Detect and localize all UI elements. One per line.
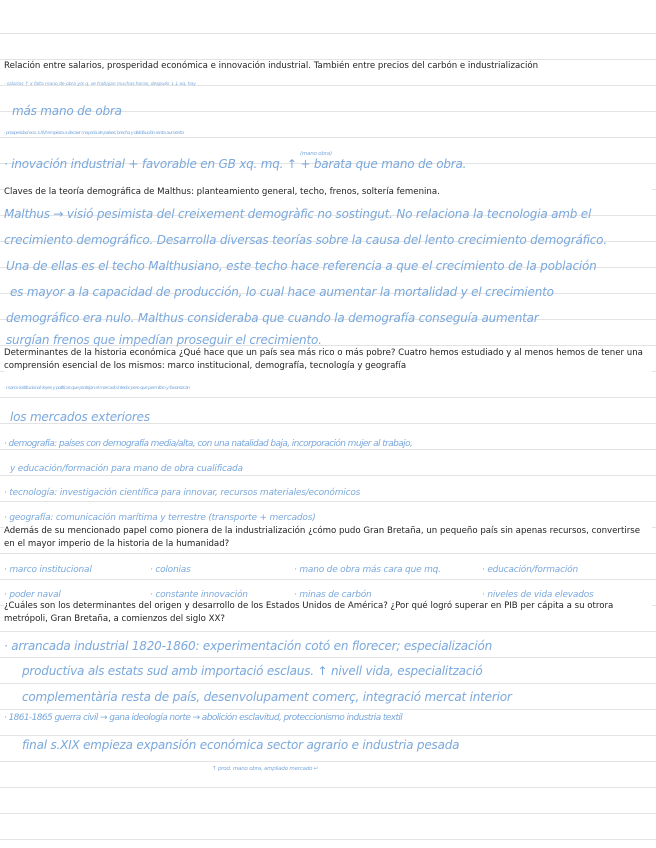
- note-q4-item-1: · marco institucional: [4, 565, 92, 575]
- note-q2-line-5: demográfico era nulo. Malthus consideraba que cuando la demografía conseguía aumentar: [6, 311, 539, 325]
- note-q3-line-4: y educación/formación para mano de obra cualificada: [10, 464, 243, 474]
- note-q4-item-2: · colonias: [150, 565, 191, 575]
- note-q1-line-1: · salarios ↑ x falta mano de obra y/x q. se trabajan muchas horas, después ↓↓ xq. hay: [4, 82, 196, 87]
- note-q5-line-6: ↑ prod. mano obra, ampliado mercado ↵: [212, 766, 319, 772]
- note-q1-superscript: (mano obra): [300, 151, 332, 157]
- note-q4-item-4: · educación/formación: [482, 565, 578, 575]
- note-q2-line-4: es mayor a la capacidad de producción, lo cual hace aumentar la mortalidad y el crecimiento: [10, 285, 554, 299]
- note-q2-line-6: surgían frenos que impedían proseguir el crecimiento.: [6, 333, 322, 347]
- question-3: Determinantes de la historia económica ¿Qué hace que un país sea más rico o más pobre? Cuatro hemos estudiado y al menos hemos de tener una comprensión esencial de los mismos: marco institucional, demografía, tecnología y geografía: [4, 347, 652, 373]
- question-2: Claves de la teoría demográfica de Malthus: planteamiento general, techo, frenos, soltería femenina.: [4, 186, 652, 199]
- note-q3-line-3: · demografía: países con demografía media/alta, con una natalidad baja, incorporación mujer al trabajo,: [4, 439, 413, 449]
- question-5: ¿Cuáles son los determinantes del origen y desarrollo de los Estados Unidos de América? ¿Por qué logró superar en PIB per cápita a su otrora metrópoli, Gran Bretaña, a comienzos del siglo XX?: [4, 600, 652, 626]
- note-q5-line-3: complementària resta de país, desenvolupament comerç, integració mercat interior: [22, 690, 512, 704]
- note-q1-line-4: · inovación industrial + favorable en GB xq. mq. ↑ + barata que mano de obra.: [4, 157, 467, 171]
- note-q3-line-6: · geografía: comunicación marítima y terrestre (transporte + mercados): [4, 513, 316, 523]
- note-q5-line-2: productiva als estats sud amb importació esclaus. ↑ nivell vida, especialització: [22, 664, 483, 678]
- note-q5-line-4: · 1861-1865 guerra civil → gana ideología norte → abolición esclavitud, proteccionismo industria textil: [4, 713, 403, 723]
- note-q4-item-6: · constante innovación: [150, 590, 248, 600]
- note-q3-line-2: los mercados exteriores: [10, 410, 150, 424]
- note-q2-line-1: Malthus → visió pesimista del creixement demogràfic no sostingut. No relaciona la tecnologia amb el: [4, 207, 592, 221]
- note-q2-line-3: Una de ellas es el techo Malthusiano, este techo hace referencia a que el crecimiento de la población: [6, 259, 597, 273]
- note-q4-item-3: · mano de obra más cara que mq.: [294, 565, 441, 575]
- question-4: Además de su mencionado papel como pionera de la industrialización ¿cómo pudo Gran Bretaña, un pequeño país sin apenas recursos, convertirse en el mayor imperio de la historia de la humanidad?: [4, 525, 652, 551]
- note-q4-item-7: · minas de carbón: [294, 590, 372, 600]
- note-q1-line-2: más mano de obra: [12, 104, 122, 118]
- note-q1-line-3: · prosperidad eco. s.XVI empieza a decaer mayoría de países; brecha y distribución renta aumenta: [4, 131, 184, 136]
- note-q5-line-5: final s.XIX empieza expansión económica sector agrario e industria pesada: [22, 738, 460, 752]
- note-q4-item-5: · poder naval: [4, 590, 61, 600]
- note-q3-line-5: · tecnología: investigación científica para innovar, recursos materiales/económicos: [4, 488, 361, 498]
- note-q4-item-8: · niveles de vida elevados: [482, 590, 594, 600]
- note-q5-line-1: · arrancada industrial 1820-1860: experimentación cotó en florecer; especialización: [4, 639, 492, 653]
- note-q2-line-2: crecimiento demográfico. Desarrolla diversas teorías sobre la causa del lento crecimiento demográfico.: [4, 233, 607, 247]
- note-q3-line-1: · marco institucional: leyes y políticas que protejan el mercado interior pero que permitan y favorezcan: [4, 386, 190, 391]
- question-1: Relación entre salarios, prosperidad económica e innovación industrial. También entre precios del carbón e industrialización: [4, 60, 652, 73]
